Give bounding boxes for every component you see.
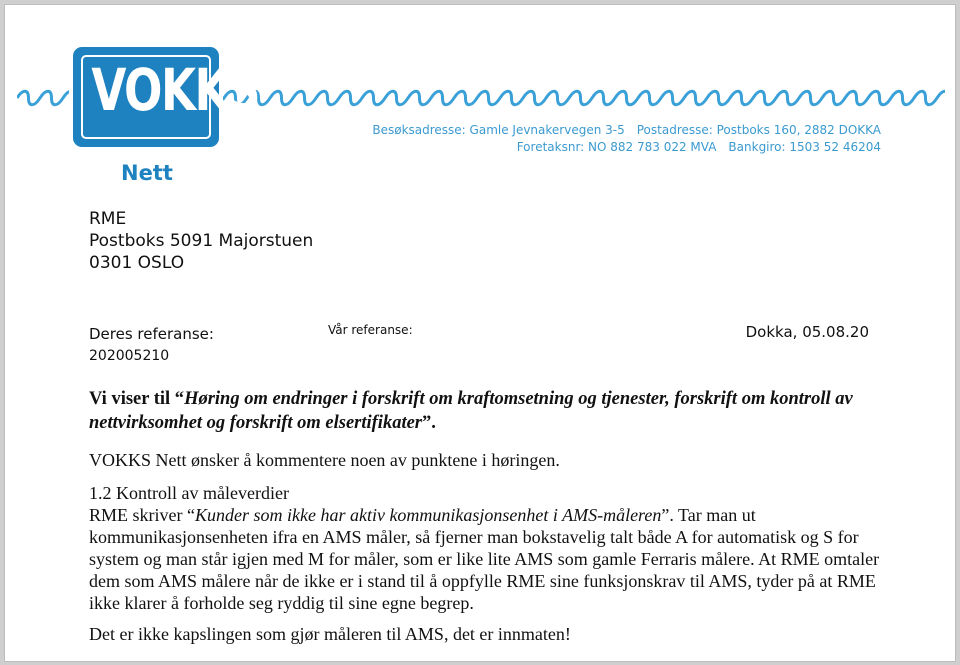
visit-address: Besøksadresse: Gamle Jevnakervegen 3-5	[372, 123, 625, 137]
letter-heading: Vi viser til “Høring om endringer i forskrift om kraftomsetning og tjenester, forskrift om kontroll av nettvirksomhet og forskrift om elsertifikater”.	[89, 389, 853, 433]
org-number: Foretaksnr: NO 882 783 022 MVA	[516, 140, 717, 154]
heading-title: Høring om endringer i forskrift om kraftomsetning og tjenester, forskrift om kontroll av nettvirksomhet og forskrift om elsertifikater	[89, 389, 853, 433]
section-title: 1.2 Kontroll av måleverdier	[89, 483, 289, 503]
letter-page	[4, 4, 956, 662]
logo-sub-text: Nett	[121, 161, 173, 185]
their-reference	[89, 323, 214, 367]
their-reference-label: Deres referanse:	[89, 325, 214, 343]
recipient-name: RME	[89, 209, 127, 229]
closing-paragraph: Det er ikke kapslingen som gjør måleren til AMS, det er innmaten!	[89, 624, 571, 644]
post-address: Postadresse: Postboks 160, 2882 DOKKA	[636, 123, 881, 137]
their-reference-value: 202005210	[89, 348, 170, 364]
our-reference-label: Vår referanse:	[328, 323, 413, 337]
recipient-address	[89, 208, 313, 274]
logo-brand-text: VOKKS	[91, 56, 259, 124]
recipient-city: 0301 OSLO	[89, 253, 185, 273]
place-date: Dokka, 05.08.20	[745, 323, 869, 341]
quoted-text: Kunder som ikke har aktiv kommunikasjonsenhet i AMS-måleren	[194, 505, 662, 525]
bank-account: Bankgiro: 1503 52 46204	[728, 140, 881, 154]
recipient-street: Postboks 5091 Majorstuen	[89, 231, 314, 251]
intro-paragraph: VOKKS Nett ønsker å kommentere noen av punktene i høringen.	[89, 450, 560, 470]
section-paragraph: 1.2 Kontroll av måleverdier RME skriver “Kunder som ikke har aktiv kommunikasjonsenhet i AMS-måleren”. Tar man ut kommunikasjonsenheten ifra en AMS måler, så fjerner man bokstavelig talt både A for automatisk og S for system og man står igjen med M for måler, som er like lite AMS som gamle Ferraris målere. At RME omtaler dem som AMS målere når de ikke er i stand til å oppfylle RME sine funksjonskrav til AMS, tyder på at RME ikke klarer å forholde seg ryddig til sine egne begrep.	[89, 482, 889, 614]
company-address	[372, 122, 881, 156]
company-logo	[69, 44, 259, 150]
letter-body	[89, 387, 889, 656]
